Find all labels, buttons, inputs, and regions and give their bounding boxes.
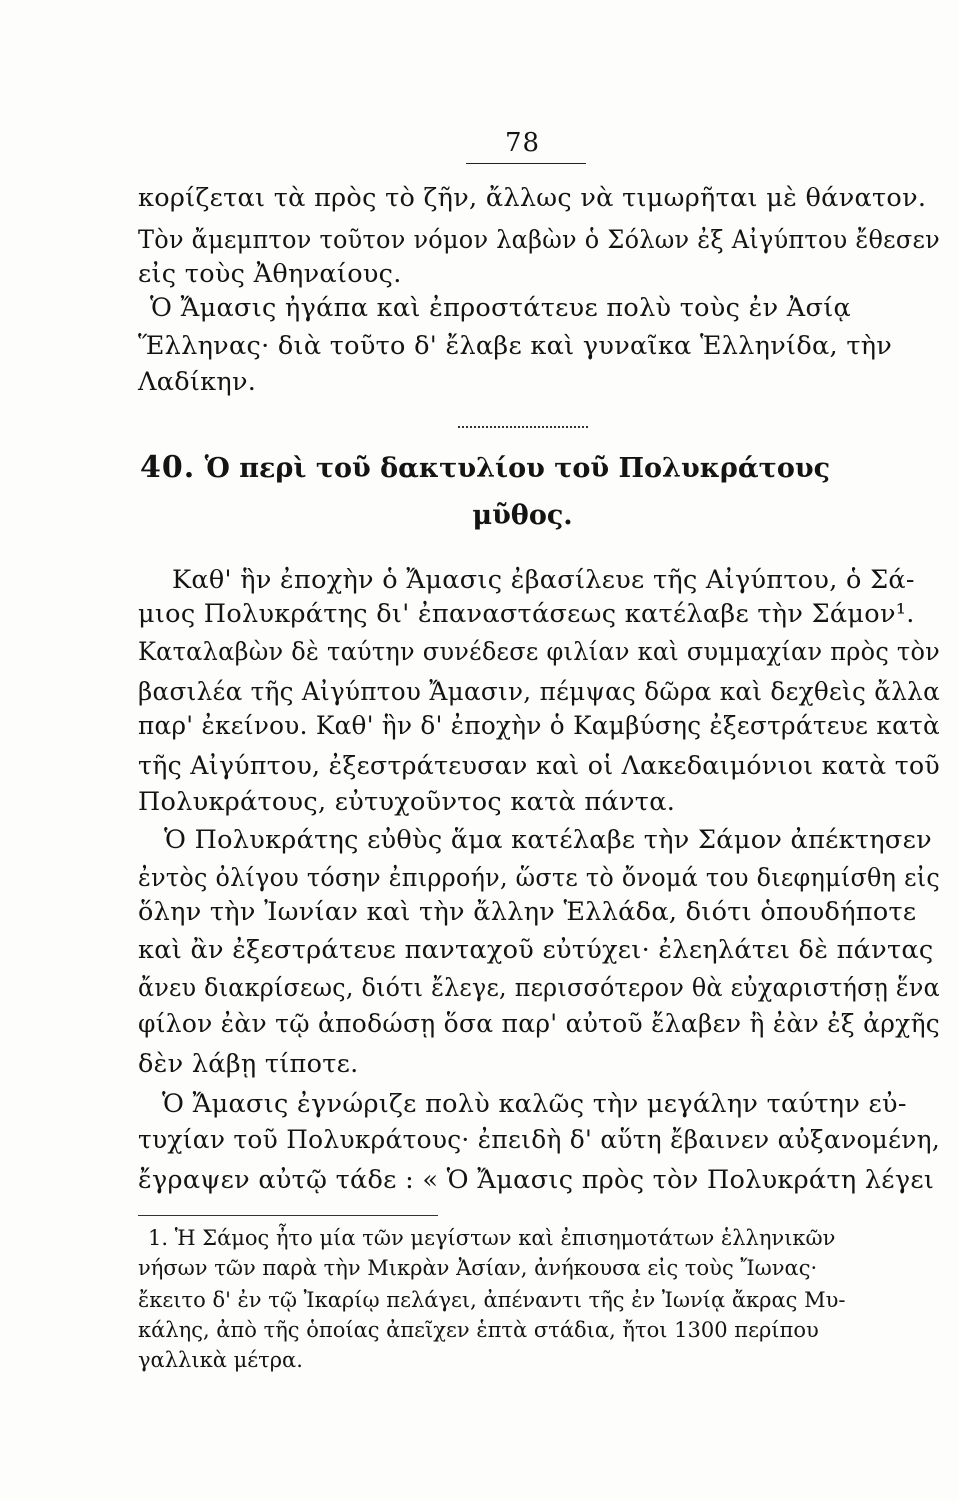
footnote-line: ἔκειτο δ' ἐν τῷ Ἰκαρίῳ πελάγει, ἀπέναντι τῆς ἐν Ἰωνίᾳ ἄκρας Μυ- (138, 1288, 846, 1312)
text-line: τῆς Αἰγύπτου, ἐξεστράτευσαν καὶ οἱ Λακεδαιμόνιοι κατὰ τοῦ (138, 751, 941, 781)
text-line: φίλον ἐὰν τῷ ἀποδώσῃ ὅσα παρ' αὐτοῦ ἔλαβεν ἢ ἐὰν ἐξ ἀρχῆς (138, 1009, 941, 1039)
text-line: Ὁ Ἄμασις ἐγνώριζε πολὺ καλῶς τὴν μεγάλην ταύτην εὐ- (162, 1089, 907, 1119)
text-line: ὅλην τὴν Ἰωνίαν καὶ τὴν ἄλλην Ἑλλάδα, διότι ὁπουδήποτε (138, 897, 917, 927)
text-line: μιος Πολυκράτης δι' ἐπαναστάσεως κατέλαβε τὴν Σάμον¹. (138, 599, 915, 629)
text-line: ἐντὸς ὀλίγου τόσην ἐπιρροήν, ὥστε τὸ ὄνομά του διεφημίσθη εἰς (138, 863, 940, 893)
text-line: εἰς τοὺς Ἀθηναίους. (138, 259, 402, 289)
text-line: Τὸν ἄμεμπτον τοῦτον νόμον λαβὼν ὁ Σόλων ἐξ Αἰγύπτου ἔθεσεν (138, 225, 941, 255)
text-line: βασιλέα τῆς Αἰγύπτου Ἄμασιν, πέμψας δῶρα καὶ δεχθεὶς ἄλλα (138, 677, 941, 707)
text-line: Ἕλληνας· διὰ τοῦτο δ' ἔλαβε καὶ γυναῖκα Ἑλληνίδα, τὴν (138, 331, 893, 361)
text-line: Πολυκράτους, εὐτυχοῦντος κατὰ πάντα. (138, 787, 676, 817)
section-number: 40. (140, 450, 196, 485)
text-line: τυχίαν τοῦ Πολυκράτους· ἐπειδὴ δ' αὕτη ἔβαινεν αὐξανομένη, (138, 1125, 941, 1155)
footnote-line: νήσων τῶν παρὰ τὴν Μικρὰν Ἀσίαν, ἀνήκουσα εἰς τοὺς Ἴωνας· (138, 1256, 818, 1280)
section-title-continued: μῦθος. (472, 500, 573, 531)
page-number: 78 (504, 128, 541, 158)
footnote-rule (138, 1215, 438, 1216)
footnote-line: γαλλικὰ μέτρα. (138, 1348, 303, 1372)
header-rule (466, 163, 586, 164)
footnote-line: κάλης, ἀπὸ τῆς ὁποίας ἀπεῖχεν ἑπτὰ στάδια, ἤτοι 1300 περίπου (138, 1318, 819, 1342)
text-line: Καθ' ἣν ἐποχὴν ὁ Ἄμασις ἐβασίλευε τῆς Αἰγύπτου, ὁ Σά- (172, 565, 915, 595)
section-title: Ὁ περὶ τοῦ δακτυλίου τοῦ Πολυκράτους (204, 453, 831, 484)
text-line: κορίζεται τὰ πρὸς τὸ ζῆν, ἄλλως νὰ τιμωρῆται μὲ θάνατον. (138, 183, 927, 213)
text-line: ἔγραψεν αὐτῷ τάδε : « Ὁ Ἄμασις πρὸς τὸν Πολυκράτη λέγει (138, 1165, 935, 1195)
text-line: Καταλαβὼν δὲ ταύτην συνέδεσε φιλίαν καὶ συμμαχίαν πρὸς τὸν (138, 637, 941, 667)
text-line: ἄνευ διακρίσεως, διότι ἔλεγε, περισσότερον θὰ εὐχαριστήσῃ ἕνα (138, 973, 940, 1003)
section-divider (458, 426, 588, 428)
text-line: παρ' ἐκείνου. Καθ' ἣν δ' ἐποχὴν ὁ Καμβύσης ἐξεστράτευε κατὰ (138, 711, 940, 741)
text-line: καὶ ἂν ἐξεστράτευε πανταχοῦ εὐτύχει· ἐλεηλάτει δὲ πάντας (138, 935, 934, 965)
text-line: δὲν λάβῃ τίποτε. (138, 1049, 359, 1079)
text-line: Ὁ Πολυκράτης εὐθὺς ἅμα κατέλαβε τὴν Σάμον ἀπέκτησεν (164, 825, 932, 855)
footnote-line: 1. Ἡ Σάμος ἦτο μία τῶν μεγίστων καὶ ἐπισημοτάτων ἑλληνικῶν (148, 1226, 836, 1250)
text-line: Λαδίκην. (138, 367, 257, 397)
text-line: Ὁ Ἄμασις ἠγάπα καὶ ἐπροστάτευε πολὺ τοὺς ἐν Ἀσίᾳ (150, 293, 852, 323)
section-heading (140, 450, 910, 485)
